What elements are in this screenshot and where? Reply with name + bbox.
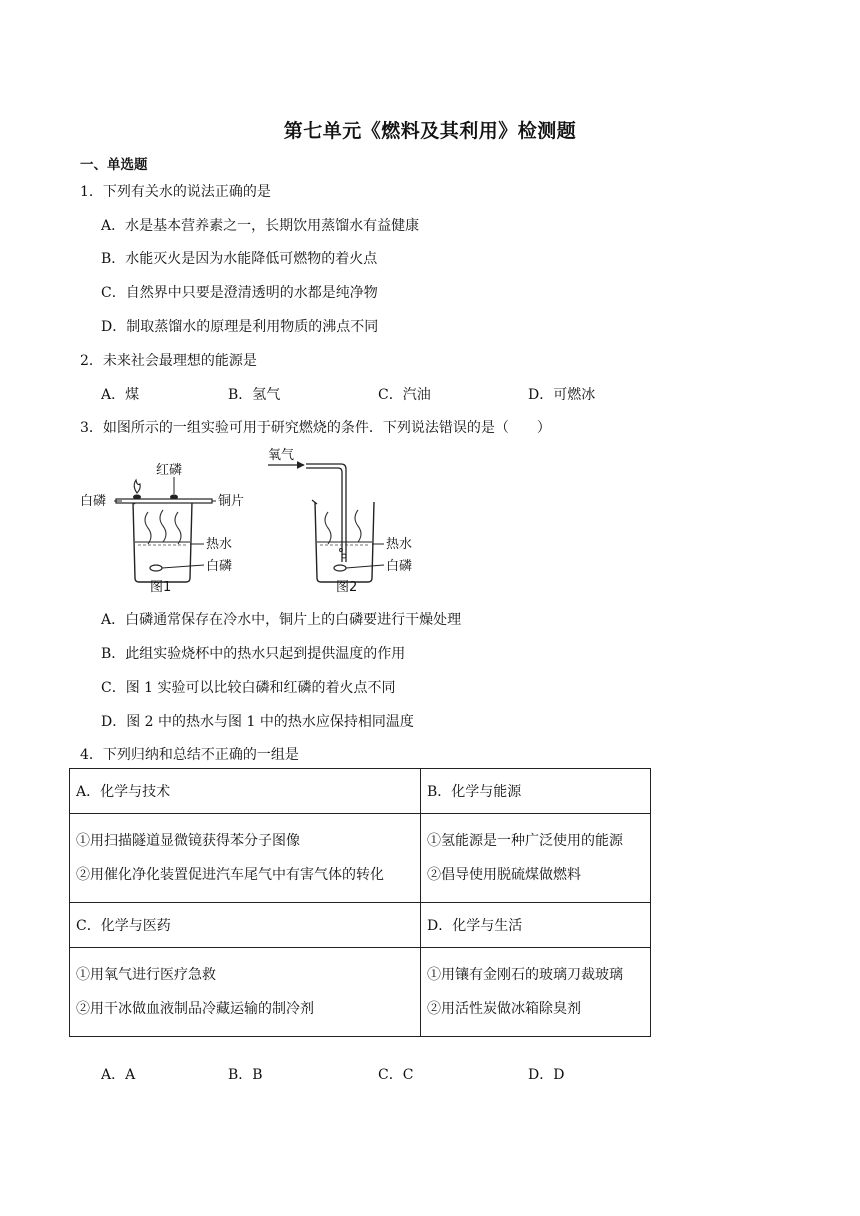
table-cell-b-body: [421, 814, 651, 903]
table-cell-d-head: D．化学与生活: [421, 903, 651, 948]
section-heading: 一、单选题: [80, 157, 148, 173]
list-item: ②用催化净化装置促进汽车尾气中有害气体的转化: [76, 867, 384, 883]
question-4-option-a: A．A: [101, 1067, 136, 1083]
question-3-option-b: B．此组实验烧杯中的热水只起到提供温度的作用: [101, 646, 406, 662]
list-item: ①用扫描隧道显微镜获得苯分子图像: [76, 833, 300, 849]
document-title: 第七单元《燃料及其利用》检测题: [283, 120, 577, 142]
question-2-stem: 2．未来社会最理想的能源是: [80, 353, 257, 369]
table-row: [70, 948, 651, 1037]
question-3-stem: 3．如图所示的一组实验可用于研究燃烧的条件．下列说法错误的是（ ）: [80, 420, 551, 436]
question-3-option-d: D．图 2 中的热水与图 1 中的热水应保持相同温度: [101, 714, 414, 730]
figure-1-caption: 图1: [150, 580, 172, 595]
question-2-option-a: A．煤: [101, 387, 140, 403]
question-1-option-b: B．水能灭火是因为水能降低可燃物的着火点: [101, 251, 378, 267]
question-3-option-a: A．白磷通常保存在冷水中，铜片上的白磷要进行干燥处理: [101, 612, 462, 628]
white-phosphorus-on-plate: [133, 495, 141, 500]
red-phosphorus: [170, 495, 178, 500]
list-item: ②用干冰做血液制品冷藏运输的制冷剂: [76, 1001, 314, 1017]
white-phosphorus-fig2: [334, 565, 346, 571]
copper-plate: [116, 499, 212, 503]
label-hot-water-2: 热水: [386, 537, 413, 552]
combustion-experiment-figure: [78, 444, 438, 596]
figure-2-caption: 图2: [336, 580, 358, 595]
table-cell-d-body: [421, 948, 651, 1037]
list-item: ②用活性炭做冰箱除臭剂: [427, 1001, 581, 1017]
label-red-phosphorus: 红磷: [156, 463, 183, 478]
figure-1-apparatus: [80, 462, 244, 595]
question-1-option-a: A．水是基本营养素之一，长期饮用蒸馏水有益健康: [101, 218, 420, 234]
label-copper-plate: 铜片: [218, 494, 245, 509]
question-2-option-c: C．汽油: [378, 387, 431, 403]
summary-table: [69, 768, 651, 1037]
table-row: [70, 814, 651, 903]
label-white-phosphorus-bottom-1: 白磷: [206, 559, 233, 574]
table-row: [70, 769, 651, 814]
question-1-option-d: D．制取蒸馏水的原理是利用物质的沸点不同: [101, 319, 379, 335]
question-4-option-b: B．B: [228, 1067, 263, 1083]
label-hot-water-1: 热水: [206, 537, 233, 552]
table-cell-c-body: [70, 948, 421, 1037]
list-item: ①氢能源是一种广泛使用的能源: [427, 833, 623, 849]
question-3-option-c: C．图 1 实验可以比较白磷和红磷的着火点不同: [101, 680, 396, 696]
table-cell-c-head: C．化学与医药: [70, 903, 421, 948]
white-phosphorus-underwater: [150, 565, 162, 571]
list-item: ①用镶有金刚石的玻璃刀裁玻璃: [427, 967, 623, 983]
question-4-stem: 4．下列归纳和总结不正确的一组是: [80, 747, 299, 763]
label-white-phosphorus-2: 白磷: [386, 559, 413, 574]
table-cell-a-body: [70, 814, 421, 903]
figure-2-apparatus: [268, 448, 412, 595]
label-oxygen: 氧气: [268, 448, 295, 463]
label-white-phosphorus-top: 白磷: [80, 494, 107, 509]
question-4-option-d: D．D: [528, 1067, 565, 1083]
list-item: ①用氧气进行医疗急救: [76, 967, 216, 983]
question-2-option-b: B．氢气: [228, 387, 281, 403]
question-4-option-c: C．C: [378, 1067, 414, 1083]
list-item: ②倡导使用脱硫煤做燃料: [427, 867, 581, 883]
table-cell-a-head: A．化学与技术: [70, 769, 421, 814]
flame-icon: [134, 480, 140, 493]
question-1-option-c: C．自然界中只要是澄清透明的水都是纯净物: [101, 285, 378, 301]
table-cell-b-head: B．化学与能源: [421, 769, 651, 814]
question-1-stem: 1．下列有关水的说法正确的是: [80, 184, 271, 200]
table-row: [70, 903, 651, 948]
question-2-option-d: D．可燃冰: [528, 387, 596, 403]
